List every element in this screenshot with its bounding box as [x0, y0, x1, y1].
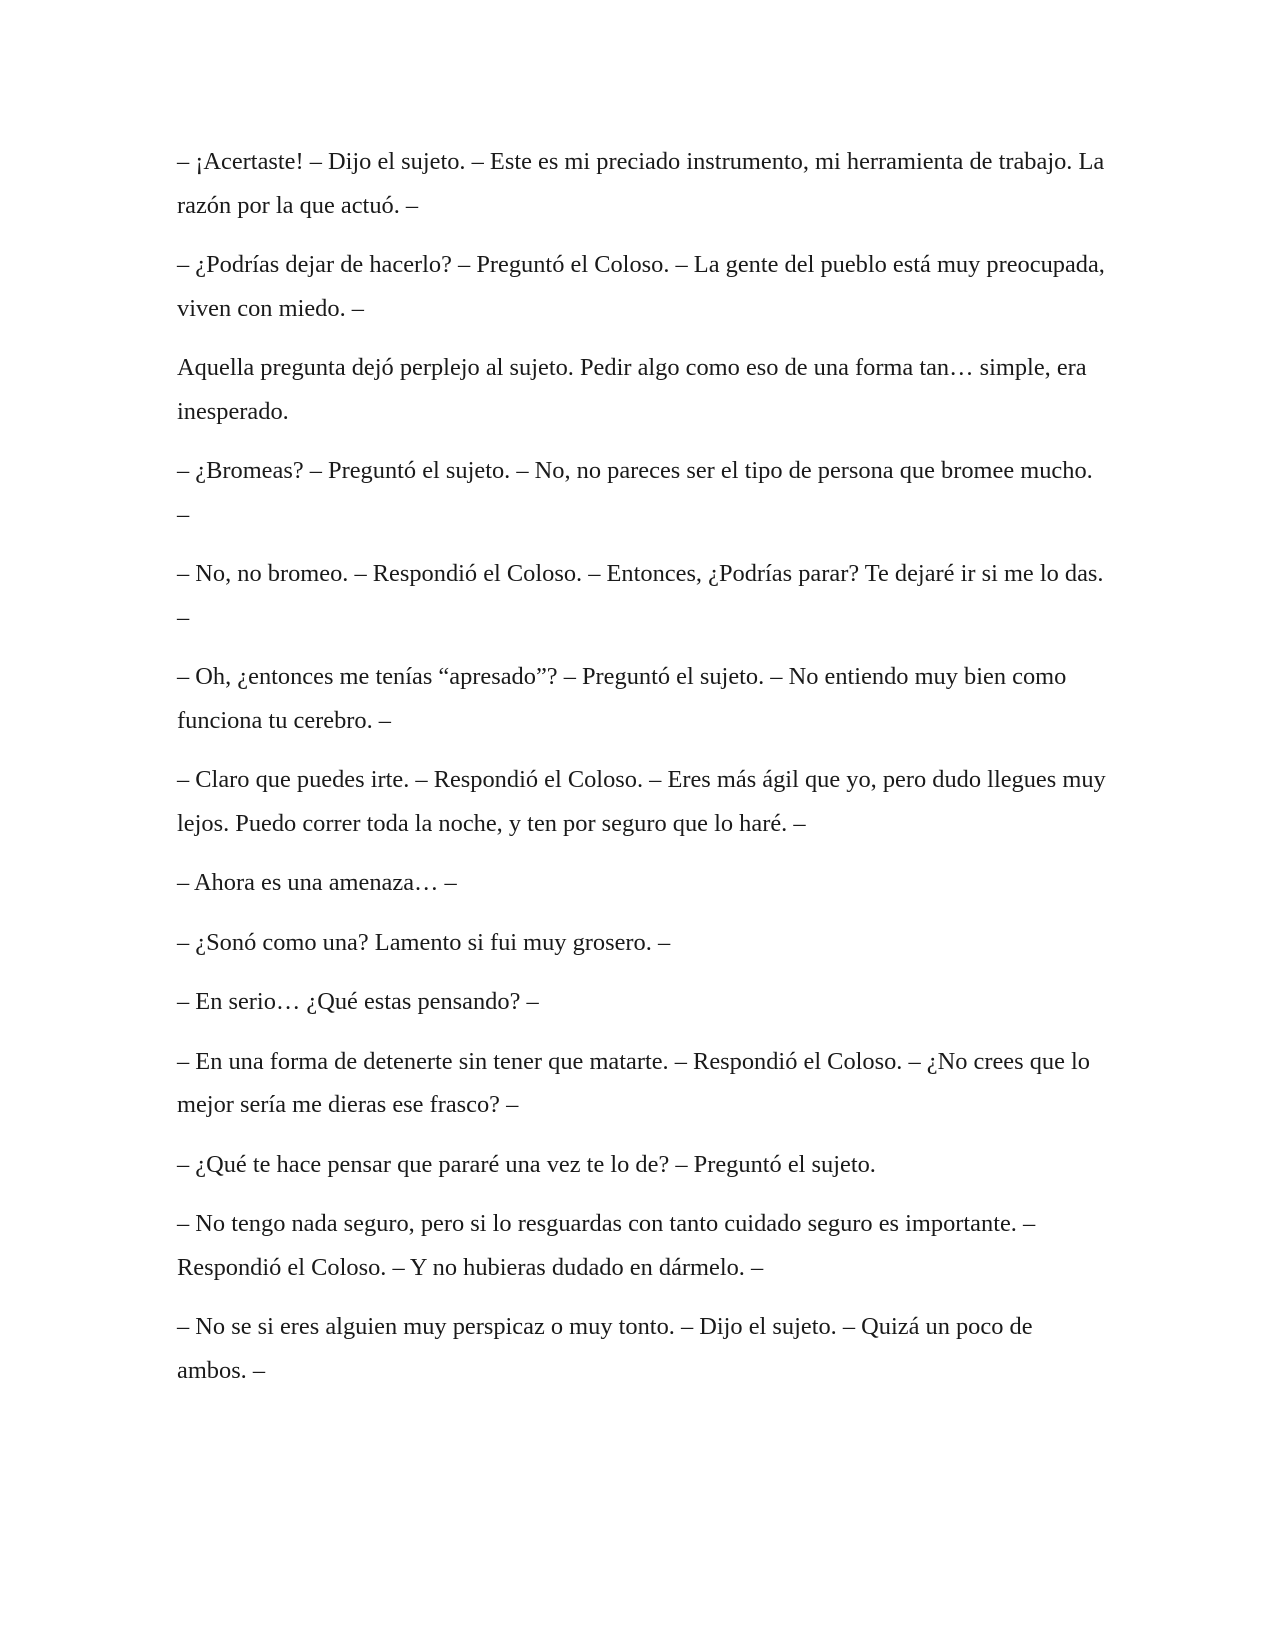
paragraph: – ¿Podrías dejar de hacerlo? – Preguntó el Coloso. – La gente del pueblo está muy preocupada, viven con miedo. –	[177, 251, 1105, 322]
paragraph: Aquella pregunta dejó perplejo al sujeto. Pedir algo como eso de una forma tan… simple, era inesperado.	[177, 354, 1087, 425]
paragraph: – En serio… ¿Qué estas pensando? –	[177, 988, 539, 1015]
document-body	[177, 140, 1107, 1408]
paragraph: – ¿Qué te hace pensar que pararé una vez te lo de? – Preguntó el sujeto.	[177, 1150, 876, 1178]
paragraph: – No tengo nada seguro, pero si lo resguardas con tanto cuidado seguro es importante. – Respondió el Coloso. – Y no hubieras dudado en dármelo. –	[177, 1210, 1036, 1281]
paragraph: – Oh, ¿entonces me tenías “apresado”? – Preguntó el sujeto. – No entiendo muy bien como funciona tu cerebro. –	[177, 663, 1067, 734]
paragraph: – ¿Bromeas? – Preguntó el sujeto. – No, no pareces ser el tipo de persona que bromee mucho. –	[177, 457, 1093, 528]
paragraph: – Claro que puedes irte. – Respondió el Coloso. – Eres más ágil que yo, pero dudo llegues muy lejos. Puedo correr toda la noche, y ten por seguro que lo haré. –	[177, 766, 1106, 837]
paragraph: – Ahora es una amenaza… –	[177, 869, 457, 896]
paragraph: – ¿Sonó como una? Lamento si fui muy grosero. –	[177, 928, 671, 956]
paragraph: – No se si eres alguien muy perspicaz o muy tonto. – Dijo el sujeto. – Quizá un poco de ambos. –	[177, 1313, 1033, 1384]
paragraph: – ¡Acertaste! – Dijo el sujeto. – Este es mi preciado instrumento, mi herramienta de trabajo. La razón por la que actuó. –	[177, 148, 1105, 219]
paragraph: – En una forma de detenerte sin tener que matarte. – Respondió el Coloso. – ¿No crees que lo mejor sería me dieras ese frasco? –	[177, 1047, 1091, 1118]
paragraph: – No, no bromeo. – Respondió el Coloso. – Entonces, ¿Podrías parar? Te dejaré ir si me lo das. –	[177, 560, 1104, 631]
